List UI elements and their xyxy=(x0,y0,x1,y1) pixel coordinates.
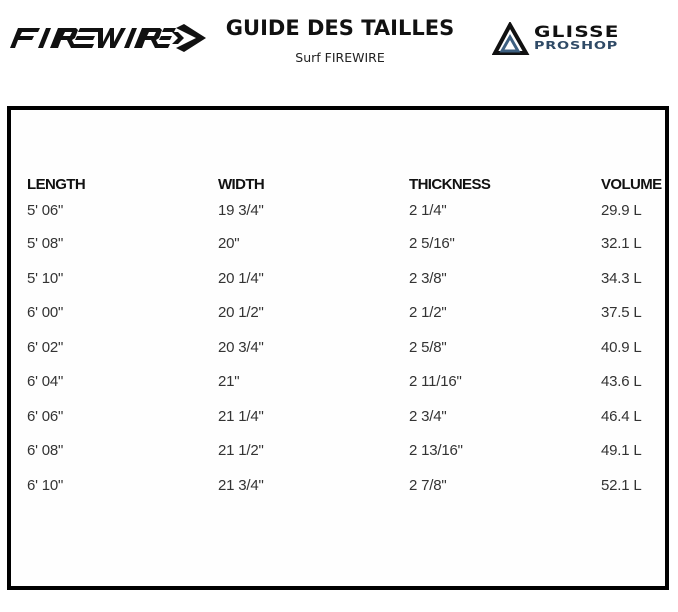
cell-volume: 37.5 L xyxy=(601,304,642,321)
cell-length: 5' 08" xyxy=(27,235,64,252)
cell-length: 6' 10" xyxy=(27,476,64,494)
cell-length: 5' 06" xyxy=(27,202,64,219)
table-row xyxy=(27,202,667,235)
cell-volume: 32.1 L xyxy=(601,235,642,252)
shop-subname: PROSHOP xyxy=(534,39,619,52)
column-header-length: LENGTH xyxy=(27,176,86,193)
cell-length: 6' 02" xyxy=(27,338,64,356)
column-header-thickness: THICKNESS xyxy=(409,176,491,193)
page-subtitle: Surf FIREWIRE xyxy=(295,50,385,65)
column-header-volume: VOLUME xyxy=(601,176,662,193)
table-row xyxy=(27,477,667,512)
table-row xyxy=(27,270,667,305)
firewire-logo-icon xyxy=(6,16,206,56)
cell-volume: 29.9 L xyxy=(601,202,642,219)
cell-length: 6' 00" xyxy=(27,304,64,321)
cell-width: 20 1/4" xyxy=(218,269,264,287)
shop-name: GLISSE xyxy=(534,22,620,41)
cell-volume: 46.4 L xyxy=(601,407,642,425)
cell-length: 6' 04" xyxy=(27,373,64,390)
table-row xyxy=(27,408,667,443)
cell-thickness: 2 1/4" xyxy=(409,202,447,219)
cell-width: 20 1/2" xyxy=(218,304,264,321)
page-title: GUIDE DES TAILLES xyxy=(225,16,455,40)
cell-width: 20 3/4" xyxy=(218,338,264,356)
size-guide-box xyxy=(7,106,669,590)
cell-volume: 52.1 L xyxy=(601,476,642,494)
cell-thickness: 2 3/4" xyxy=(409,407,447,425)
cell-volume: 34.3 L xyxy=(601,269,642,287)
cell-volume: 40.9 L xyxy=(601,338,642,356)
cell-length: 6' 08" xyxy=(27,442,64,459)
cell-width: 21" xyxy=(218,373,240,390)
cell-width: 21 3/4" xyxy=(218,476,264,494)
table-row xyxy=(27,442,667,477)
column-header-width: WIDTH xyxy=(218,176,265,193)
cell-thickness: 2 5/8" xyxy=(409,338,447,356)
cell-volume: 43.6 L xyxy=(601,373,642,390)
table-header-row xyxy=(27,176,667,202)
cell-thickness: 2 11/16" xyxy=(409,373,462,390)
table-row xyxy=(27,373,667,408)
cell-width: 19 3/4" xyxy=(218,202,264,219)
table-row xyxy=(27,339,667,374)
table-row xyxy=(27,304,667,339)
cell-length: 5' 10" xyxy=(27,269,64,287)
triangle-logo-icon xyxy=(492,22,532,58)
cell-thickness: 2 7/8" xyxy=(409,476,447,494)
cell-thickness: 2 13/16" xyxy=(409,442,463,459)
cell-thickness: 2 5/16" xyxy=(409,235,455,252)
cell-length: 6' 06" xyxy=(27,407,64,425)
table-row xyxy=(27,235,667,270)
firewire-logo xyxy=(6,16,206,56)
cell-width: 21 1/2" xyxy=(218,442,264,459)
glisse-proshop-logo xyxy=(492,22,642,58)
cell-width: 21 1/4" xyxy=(218,407,264,425)
cell-width: 20" xyxy=(218,235,240,252)
title-block xyxy=(210,14,470,66)
cell-thickness: 2 3/8" xyxy=(409,269,447,287)
cell-thickness: 2 1/2" xyxy=(409,304,447,321)
size-table xyxy=(27,176,667,511)
cell-volume: 49.1 L xyxy=(601,442,642,459)
